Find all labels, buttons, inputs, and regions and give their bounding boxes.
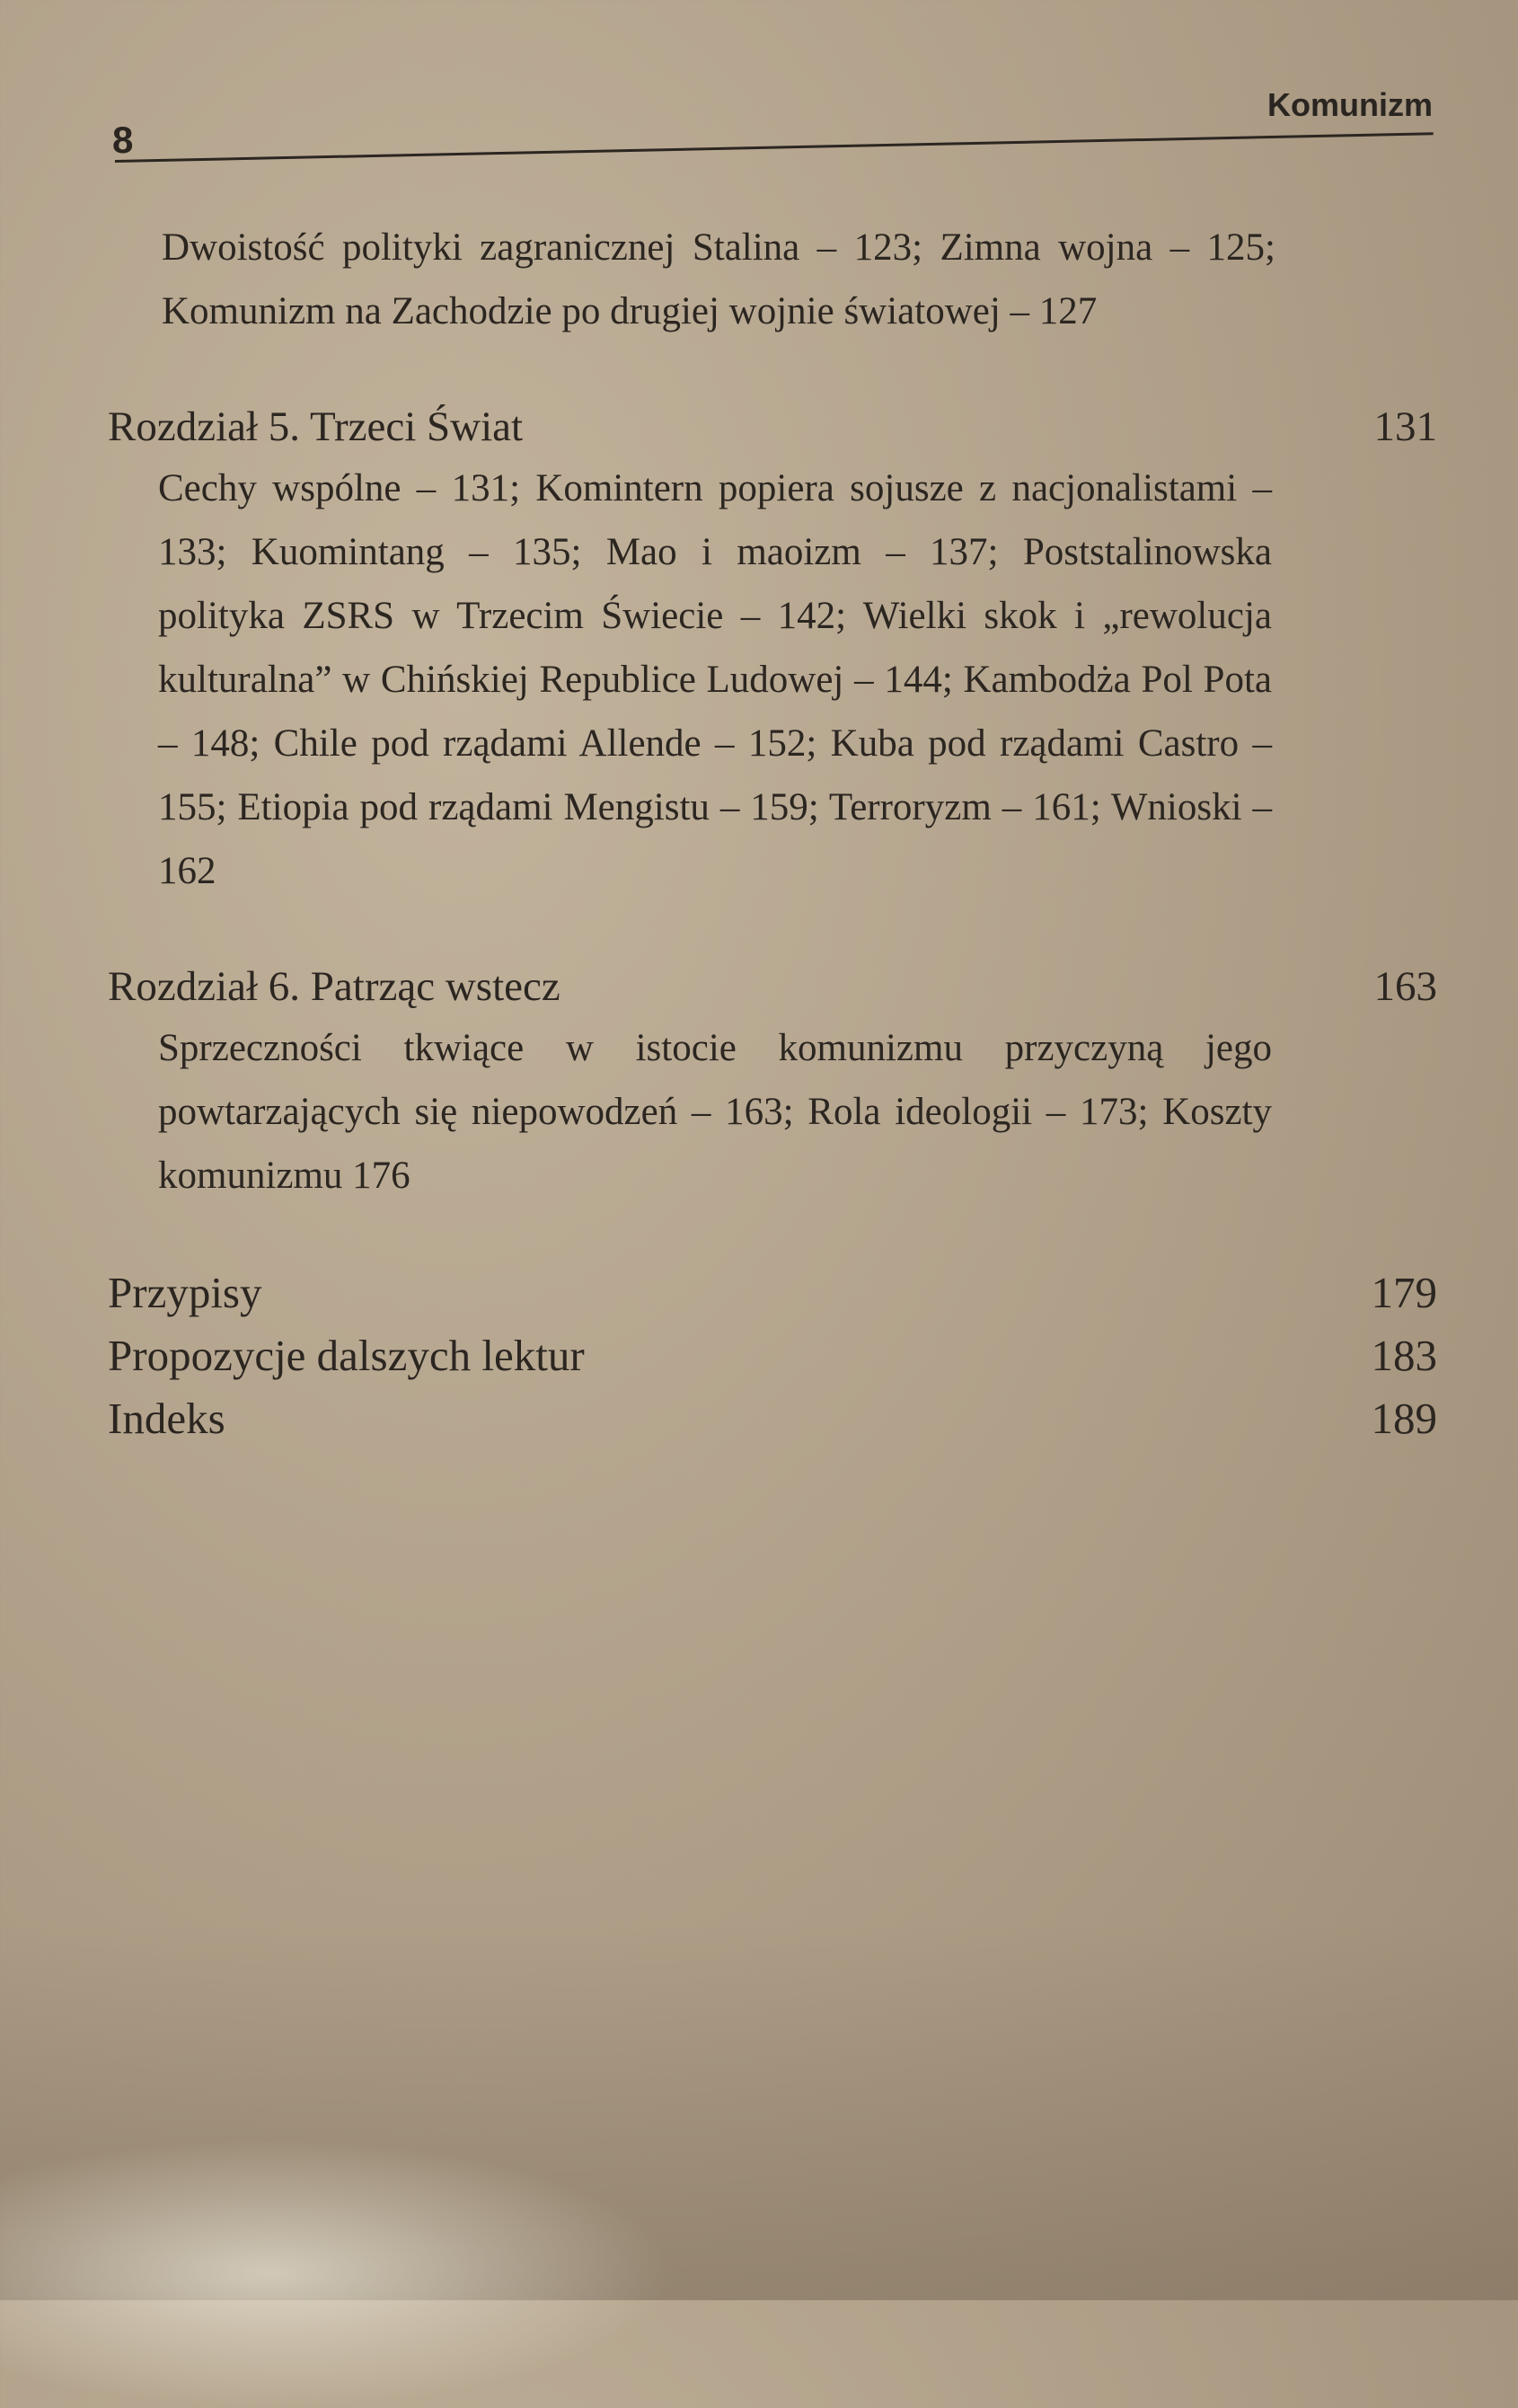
page-shadow [0, 1923, 1518, 2300]
toc-item-indeks[interactable] [108, 1387, 1437, 1450]
toc-item-page: 183 [1371, 1331, 1437, 1380]
toc-item-title: Propozycje dalszych lektur [108, 1331, 585, 1380]
chapter-title: Rozdział 5. Trzeci Świat [108, 403, 524, 450]
toc-item-page: 189 [1371, 1394, 1437, 1443]
chapter-page-number: 131 [1373, 403, 1437, 450]
toc-chapter-6[interactable] [108, 957, 1437, 1208]
table-of-contents [108, 216, 1437, 1450]
chapter-subsections: Sprzeczności tkwiące w istocie komunizmu przyczyną jego powtarzających się niepowodzeń – 163; Rola ideologii – 173; Koszty komunizmu 176 [158, 1027, 1272, 1197]
chapter-page-number: 163 [1373, 963, 1437, 1010]
page-number: 8 [112, 119, 134, 161]
toc-continuation-text: Dwoistość polityki zagranicznej Stalina – 123; Zimna wojna – 125; Komunizm na Zachodzie po drugiej wojnie światowej – 127 [162, 226, 1275, 332]
chapter-title: Rozdział 6. Patrząc wstecz [108, 963, 560, 1010]
toc-continuation [108, 216, 1437, 343]
light-glare [0, 2138, 674, 2408]
toc-item-title: Indeks [108, 1394, 225, 1443]
toc-item-title: Przypisy [108, 1268, 262, 1317]
toc-chapter-5[interactable] [108, 397, 1437, 903]
chapter-subsections: Cechy wspólne – 131; Komintern popiera sojusze z nacjonalistami – 133; Kuomintang – 135; Mao i maoizm – 137; Poststalinowska polityka ZSRS w Trzecim Świecie – 142; Wielki skok i „rewolucja kulturalna” w Chińskiej Republice Ludowej – 144; Kambodża Pol Pota – 148; Chile pod rządami Allende – 152; Kuba pod rządami Castro – 155; Etiopia pod rządami Mengistu – 159; Terroryzm – 161; Wnioski – 162 [158, 467, 1272, 892]
toc-item-lektury[interactable] [108, 1324, 1437, 1387]
header-rule [115, 132, 1434, 163]
toc-item-page: 179 [1371, 1268, 1437, 1317]
toc-item-przypisy[interactable] [108, 1262, 1437, 1324]
running-head: Komunizm [1267, 86, 1433, 123]
